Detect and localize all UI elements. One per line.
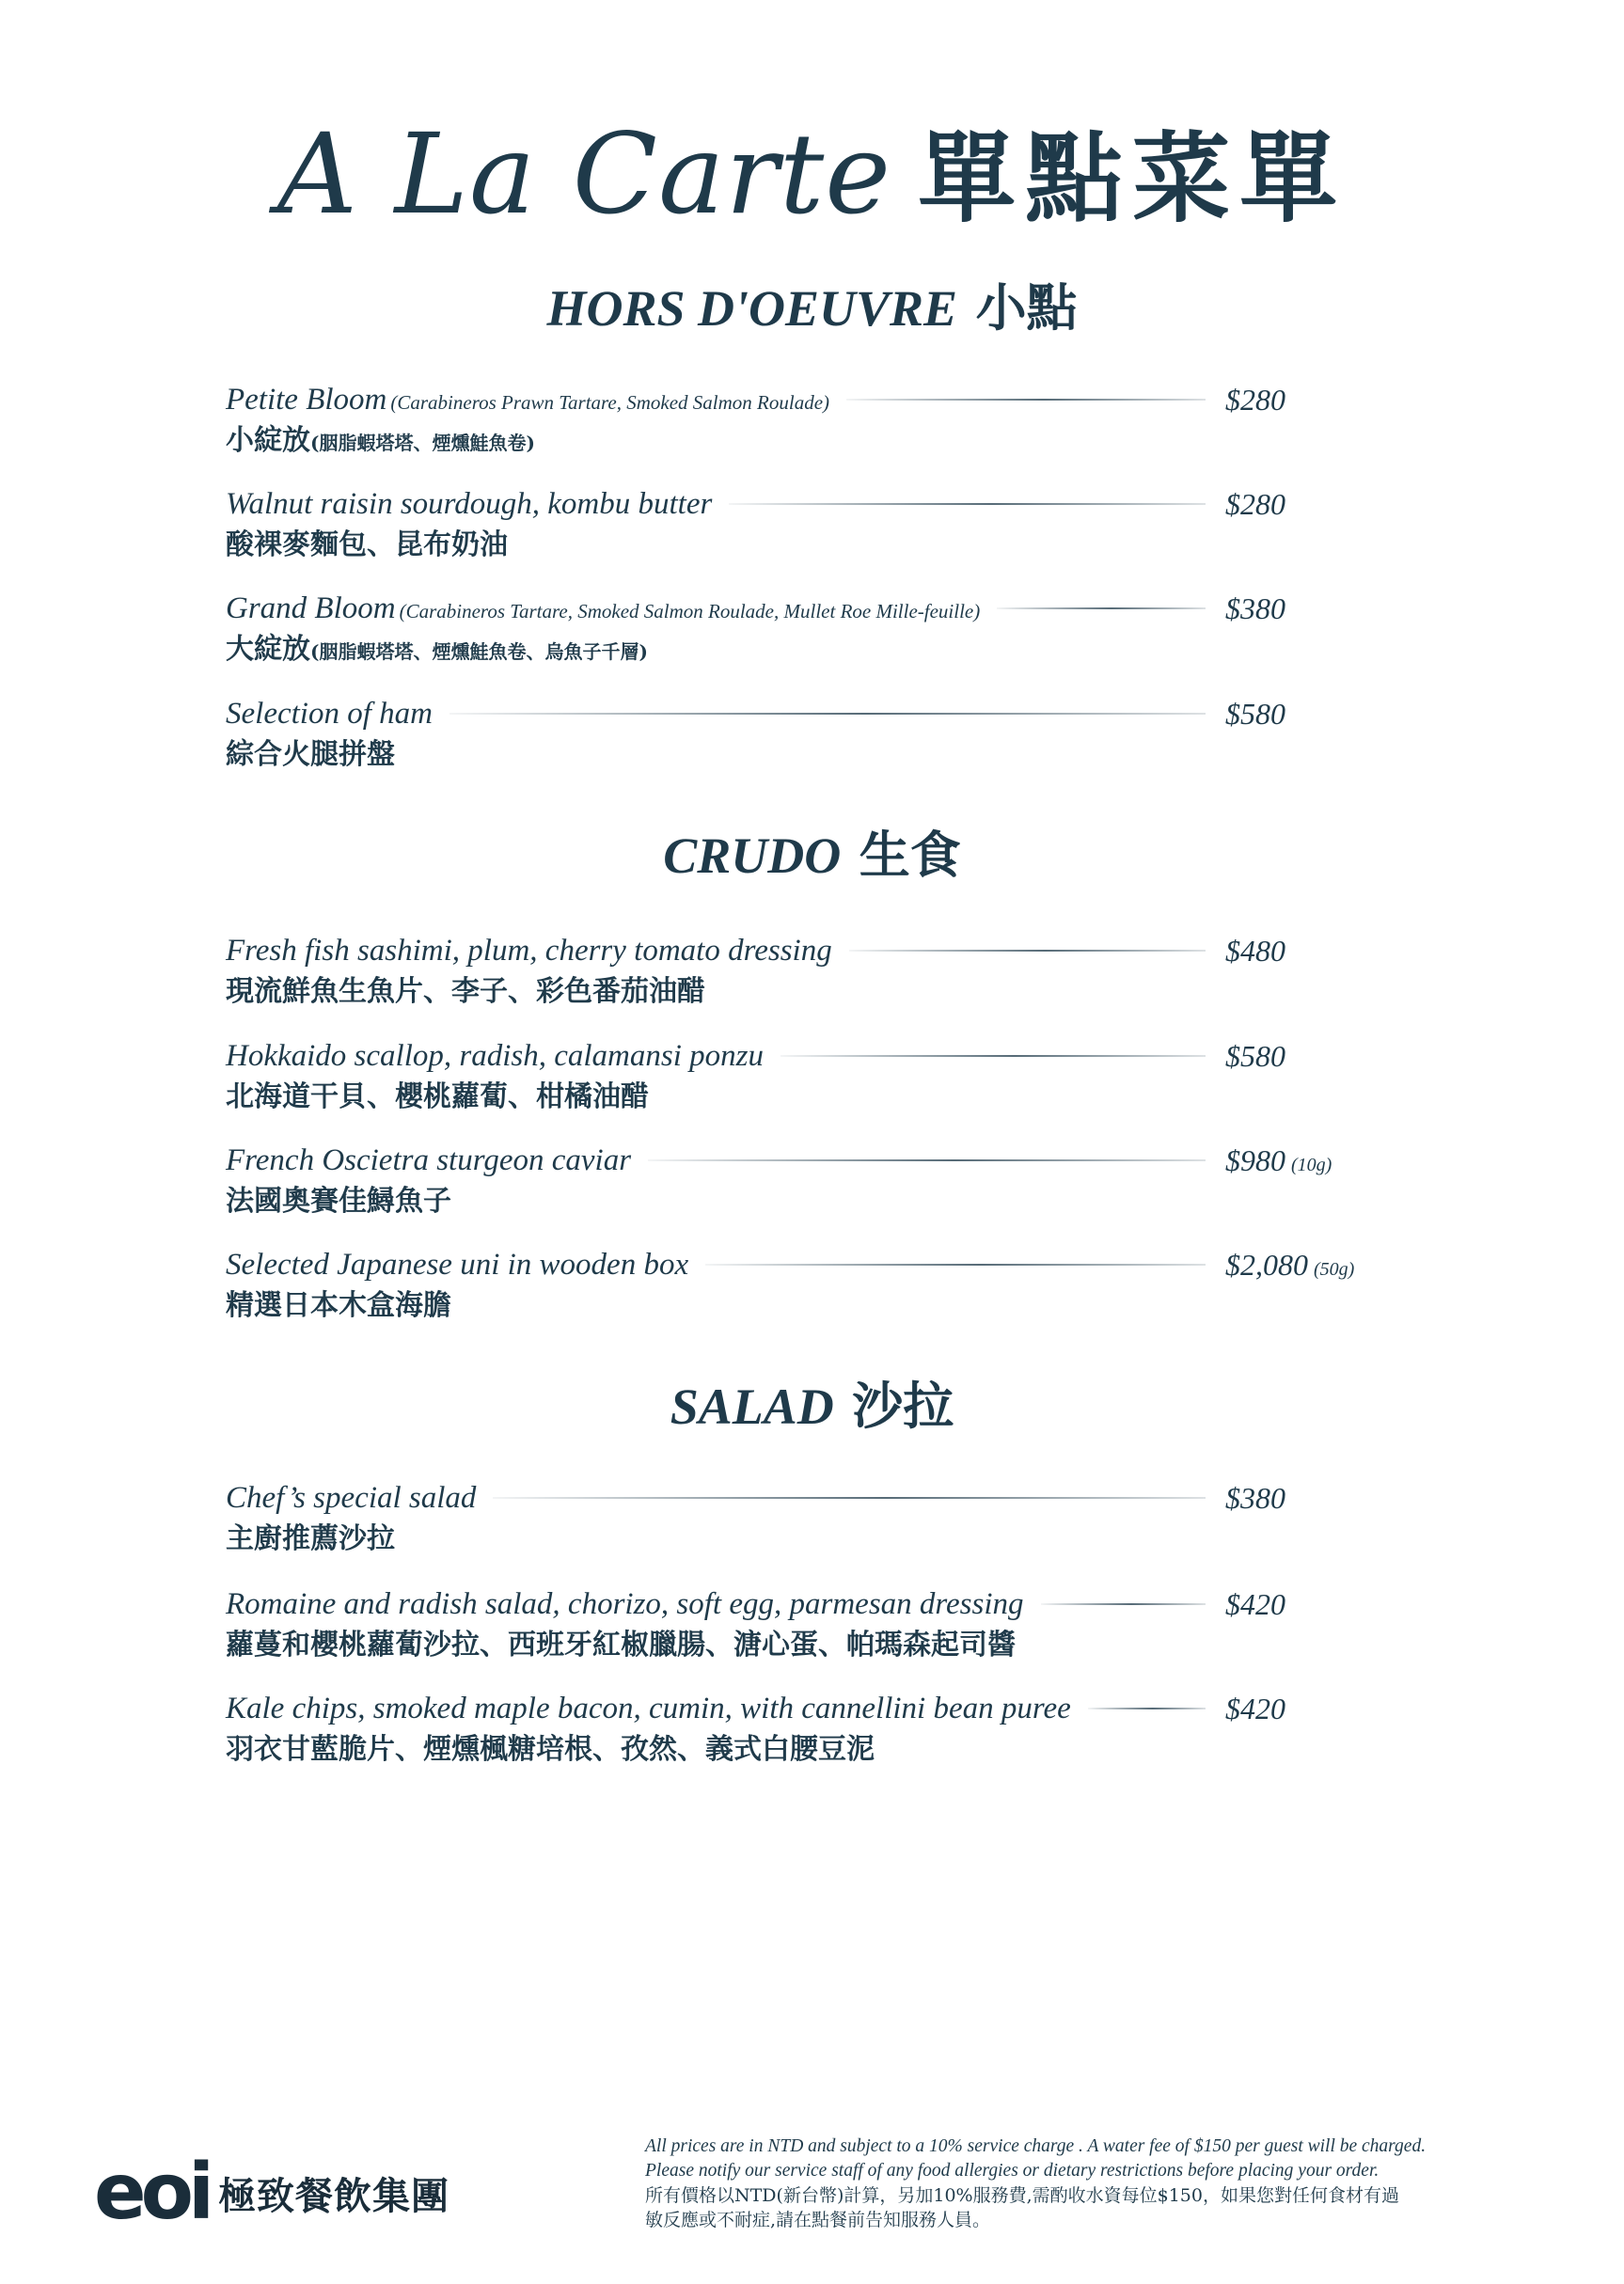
leader-line [846, 399, 1206, 401]
section-heading-salad [0, 1377, 1624, 1437]
leader-line [1088, 1708, 1206, 1709]
item-name-zh: 大綻放(胭脂蝦塔塔、煙燻鮭魚卷、烏魚子千層) [226, 633, 648, 666]
footer-zh-note-2: 敏反應或不耐症,請在點餐前告知服務人員。 [645, 2210, 991, 2230]
item-price: $280 [1225, 487, 1285, 521]
menu-item [226, 587, 1392, 681]
item-name-en: Kale chips, smoked maple bacon, cumin, with cannellini bean puree [226, 1691, 1071, 1725]
section-heading-en: HORS D'OEUVRE [546, 280, 958, 337]
item-name-en: Selected Japanese uni in wooden box [226, 1247, 689, 1282]
footer-notice [645, 2134, 1585, 2232]
item-price: $420 [1225, 1587, 1285, 1621]
leader-line [449, 713, 1206, 715]
logo-mark: eoi [94, 2148, 210, 2237]
item-name-zh: 北海道干貝、櫻桃蘿蔔、柑橘油醋 [226, 1080, 649, 1113]
menu-item [226, 1034, 1392, 1128]
item-name-zh: 法國奧賽佳鱘魚子 [226, 1185, 451, 1218]
item-price: $420 [1225, 1692, 1285, 1725]
menu-item [226, 692, 1392, 786]
leader-line [780, 1055, 1206, 1057]
menu-item [226, 929, 1392, 1023]
menu-item [226, 1583, 1392, 1677]
item-name-zh: 羽衣甘藍脆片、煙燻楓糖培根、孜然、義式白腰豆泥 [226, 1733, 875, 1766]
item-name-en: Petite Bloom (Carabineros Prawn Tartare, Smoked Salmon Roulade) [226, 382, 830, 417]
item-price: $380 [1225, 1481, 1285, 1515]
item-name-en: Fresh fish sashimi, plum, cherry tomato dressing [226, 933, 832, 968]
footer-price-note: All prices are in NTD and subject to a 10% service charge . A water fee of $150 per guest will be charged. [645, 2136, 1427, 2156]
item-unit: (50g) [1314, 1259, 1355, 1280]
item-name-en: Grand Bloom (Carabineros Tartare, Smoked Salmon Roulade, Mullet Roe Mille-feuille) [226, 591, 981, 625]
section-heading-zh: 生食 [859, 827, 961, 884]
item-price: $580 [1225, 1039, 1285, 1073]
item-detail-zh: (胭脂蝦塔塔、煙燻鮭魚卷) [310, 432, 535, 454]
item-name-en: French Oscietra sturgeon caviar [226, 1142, 632, 1177]
item-detail-en: (Carabineros Prawn Tartare, Smoked Salmon Roulade) [390, 390, 830, 414]
menu-item [226, 1687, 1392, 1781]
company-logo [94, 2148, 450, 2237]
item-name-zh: 酸裸麥麵包、昆布奶油 [226, 528, 508, 561]
item-name-zh: 現流鮮魚生魚片、李子、彩色番茄油醋 [226, 975, 705, 1008]
item-name-en: Hokkaido scallop, radish, calamansi ponzu [226, 1038, 764, 1073]
item-detail-en: (Carabineros Tartare, Smoked Salmon Roulade, Mullet Roe Mille-feuille) [399, 599, 981, 622]
item-name-en: Selection of ham [226, 696, 433, 731]
item-price: $2,080 (50g) [1225, 1248, 1355, 1282]
section-heading-zh: 小點 [975, 280, 1078, 337]
leader-line [705, 1264, 1206, 1266]
menu-item [226, 1243, 1392, 1337]
item-price: $380 [1225, 591, 1285, 625]
item-name-zh: 主廚推薦沙拉 [226, 1522, 395, 1555]
leader-line [997, 607, 1206, 609]
leader-line [729, 503, 1206, 505]
item-price: $980 (10g) [1225, 1143, 1332, 1177]
menu-title-en: A La Carte [276, 109, 892, 239]
item-name-zh: 小綻放(胭脂蝦塔塔、煙燻鮭魚卷) [226, 424, 535, 457]
logo-name: 極致餐飲集團 [218, 2173, 450, 2218]
item-name-zh: 蘿蔓和櫻桃蘿蔔沙拉、西班牙紅椒臘腸、溏心蛋、帕瑪森起司醬 [226, 1629, 1016, 1662]
footer-zh-note-1: 所有價格以NTD(新台幣)計算，另加10%服務費,需酌收水資每位$150，如果您對任何食材有過 [645, 2185, 1399, 2206]
section-heading-hors-doeuvre [0, 278, 1624, 339]
leader-line [849, 950, 1206, 952]
leader-line [493, 1497, 1206, 1499]
item-name-zh: 綜合火腿拼盤 [226, 738, 395, 771]
item-price: $580 [1225, 697, 1285, 731]
footer-allergy-note: Please notify our service staff of any food allergies or dietary restrictions before placing your order. [645, 2161, 1380, 2181]
menu-item [226, 1476, 1392, 1570]
menu-title [0, 103, 1624, 249]
item-name-zh: 精選日本木盒海膽 [226, 1289, 451, 1322]
item-price: $280 [1225, 383, 1285, 417]
item-detail-zh: (胭脂蝦塔塔、煙燻鮭魚卷、烏魚子千層) [310, 640, 648, 663]
section-heading-en: SALAD [670, 1378, 834, 1435]
item-unit: (10g) [1291, 1155, 1332, 1175]
section-heading-crudo [0, 826, 1624, 886]
menu-item [226, 1139, 1392, 1233]
section-heading-en: CRUDO [663, 827, 842, 884]
menu-item [226, 378, 1392, 472]
item-name-en: Chef’s special salad [226, 1480, 477, 1515]
item-name-en: Romaine and radish salad, chorizo, soft egg, parmesan dressing [226, 1586, 1024, 1621]
item-name-en: Walnut raisin sourdough, kombu butter [226, 486, 713, 521]
section-heading-zh: 沙拉 [852, 1378, 954, 1435]
item-price: $480 [1225, 934, 1285, 968]
leader-line [648, 1159, 1206, 1161]
leader-line [1041, 1603, 1206, 1605]
menu-item [226, 482, 1392, 576]
menu-title-zh: 單點菜單 [918, 120, 1348, 236]
